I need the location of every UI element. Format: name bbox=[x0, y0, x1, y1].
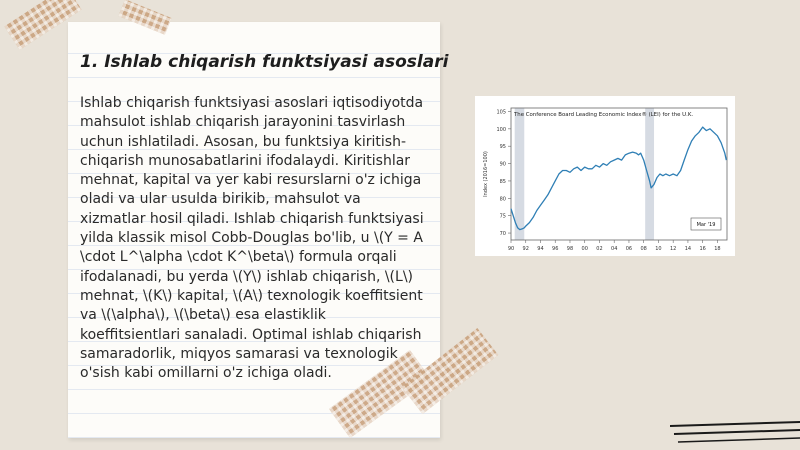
x-tick-label: 00 bbox=[581, 246, 588, 252]
x-tick-label: 04 bbox=[611, 246, 618, 252]
y-tick-label: 90 bbox=[499, 161, 506, 168]
x-tick-label: 06 bbox=[625, 246, 633, 252]
x-tick-label: 90 bbox=[507, 246, 515, 252]
y-tick-label: 80 bbox=[499, 196, 506, 203]
x-tick-label: 18 bbox=[714, 246, 721, 252]
x-tick-label: 12 bbox=[669, 246, 677, 252]
series-line bbox=[511, 127, 726, 230]
y-tick-label: 100 bbox=[496, 126, 506, 133]
y-tick-label: 75 bbox=[499, 213, 506, 220]
recession-band bbox=[645, 108, 654, 240]
x-tick-label: 16 bbox=[699, 246, 706, 252]
recession-band bbox=[515, 108, 525, 240]
slide-title: 1. Ishlab chiqarish funktsiyasi asoslari bbox=[80, 52, 449, 72]
x-tick-label: 96 bbox=[552, 246, 559, 252]
lei-chart-svg bbox=[475, 96, 735, 256]
chart-title: The Conference Board Leading Economic Index® (LEI) for the U.K. bbox=[514, 112, 694, 118]
decorative-line bbox=[670, 422, 800, 426]
x-tick-label: 94 bbox=[537, 246, 544, 252]
decorative-line bbox=[678, 438, 800, 442]
date-badge-text: Mar '19 bbox=[696, 222, 716, 228]
x-tick-label: 10 bbox=[655, 246, 662, 252]
slide-body-text: Ishlab chiqarish funktsiyasi asoslari iqtisodiyotda mahsulot ishlab chiqarish jarayonini tasvirlash uchun ishlatiladi. Asosan, bu funktsiya kiritish-chiqarish munosabatlarini ifodalaydi. Kiritishlar mehnat, kapital va yer kabi resurslarni o'z ichiga oladi va ular usulda birikib, mahsulot va xizmatlar hosil qiladi. Ishlab chiqarish funktsiyasi yilda klassik misol Cobb-Douglas bo'lib, u \(Y = A \cdot L^\alpha \cdot K^\beta\) formula orqali ifodalanadi, bu yerda \(Y\) ishlab chiqarish, \(L\) mehnat, \(K\) kapital, \(A\) texnologik koeffitsient va \(\alpha\), \(\beta\) esa elastiklik koeffitsientlari sanaladi. Optimal ishlab chiqarish samaradorlik, miqyos samarasi va texnologik o'sish kabi omillarni o'z ichiga oladi. bbox=[80, 95, 424, 382]
y-tick-label: 105 bbox=[496, 109, 506, 116]
y-axis-label: Index (2016=100) bbox=[483, 151, 489, 197]
x-tick-label: 92 bbox=[522, 246, 529, 252]
x-tick-label: 98 bbox=[566, 246, 574, 252]
y-tick-label: 85 bbox=[499, 178, 506, 185]
decorative-lines bbox=[670, 420, 800, 450]
x-tick-label: 14 bbox=[684, 246, 692, 252]
y-tick-label: 70 bbox=[499, 231, 506, 238]
decorative-line bbox=[674, 430, 800, 434]
x-tick-label: 08 bbox=[640, 246, 647, 252]
y-tick-label: 95 bbox=[499, 144, 506, 151]
lei-chart bbox=[475, 96, 735, 256]
x-tick-label: 02 bbox=[596, 246, 603, 252]
